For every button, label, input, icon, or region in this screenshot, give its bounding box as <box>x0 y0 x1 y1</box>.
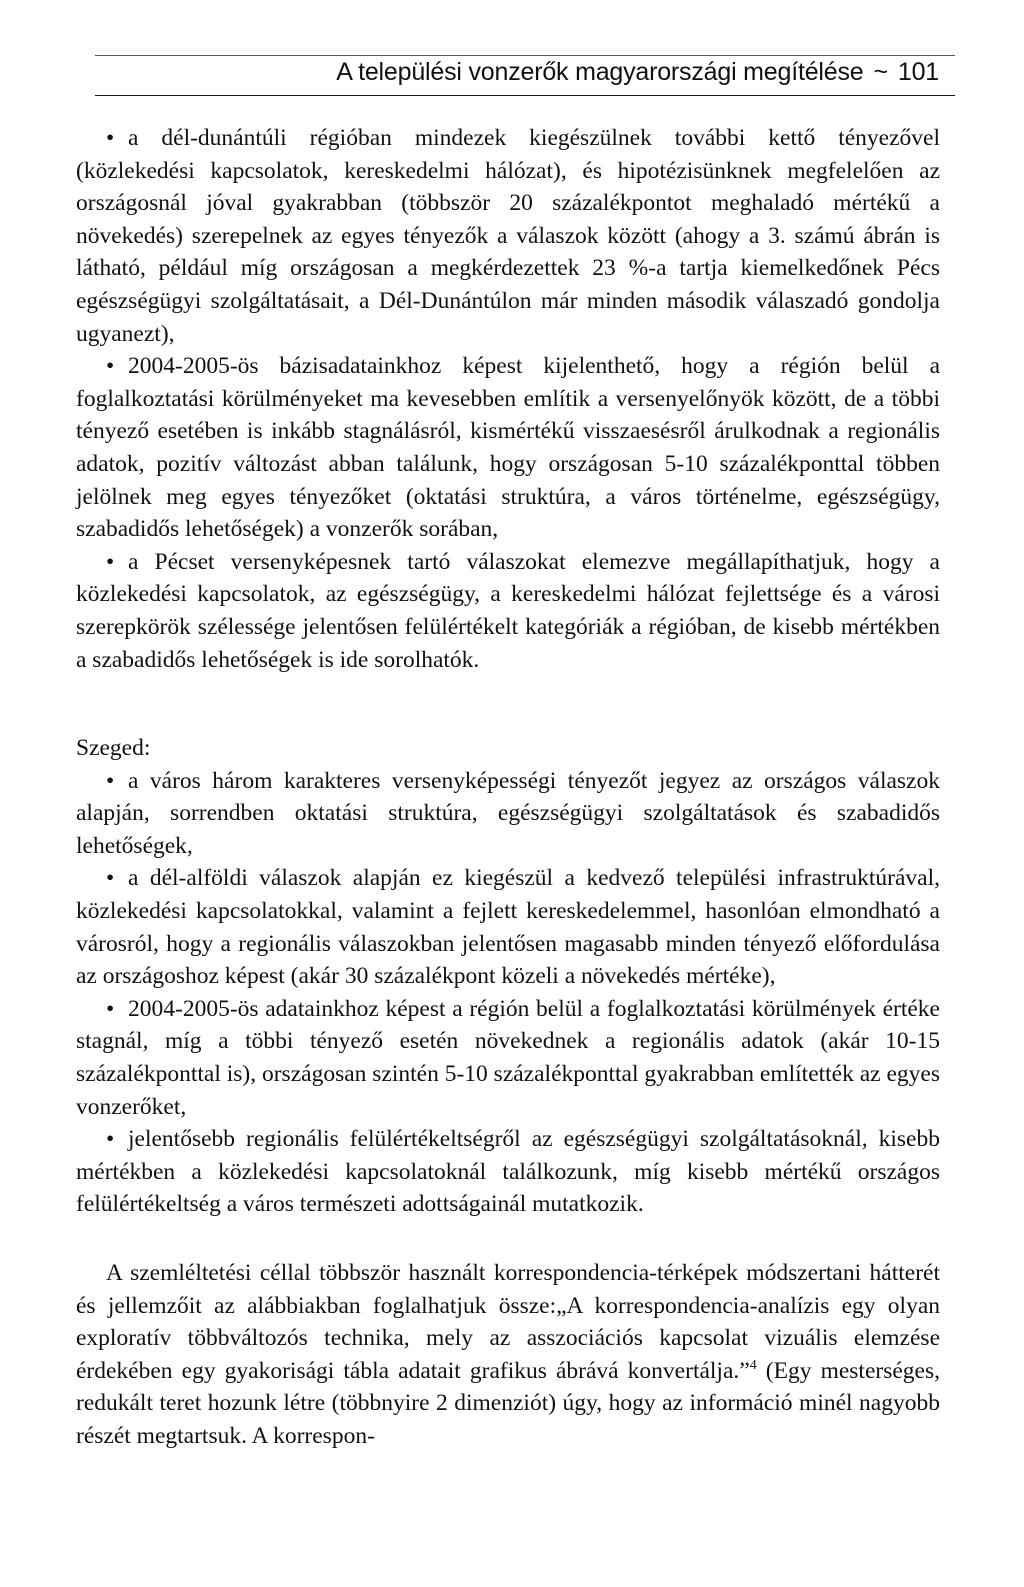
closing-paragraph-part2: (Egy mesterséges, redukált teret hozunk létre (többnyire 2 dimenziót) úgy, hogy az információ minél nagyobb részét megtartsuk. A korrespon- <box>76 1357 940 1449</box>
running-title: A települési vonzerők magyarországi megítélése <box>336 58 864 86</box>
footnote-reference[interactable]: 4 <box>749 1357 757 1373</box>
list-item: • a dél-dunántúli régióban mindezek kiegészülnek további kettő tényezővel (közlekedési kapcsolatok, kereskedelmi hálózat), és hipotézisünknek megfelelően az országosnál jóval gyakrabban (többször 20 százalékpontot meghaladó mértékű a növekedés) szerepelnek az egyes tényezők a válaszok között (ahogy a 3. számú ábrán is látható, például míg országosan a megkérdezettek 23 %-a tartja kiemelkedőnek Pécs egészségügyi szolgáltatásait, a Dél-Dunántúlon már minden második válaszadó gondolja ugyanezt), <box>76 122 940 350</box>
list-item: • 2004-2005-ös adatainkhoz képest a régión belül a foglalkoztatási körülmények értéke stagnál, míg a többi tényező esetén növekednek a regionális adatok (akár 10-15 százalékponttal is), országosan szintén 5-10 százalékponttal gyakrabban említették az egyes vonzerőket, <box>76 993 940 1123</box>
header-rule-top <box>95 55 955 56</box>
page-number: 101 <box>897 58 939 86</box>
header-rule <box>95 95 955 96</box>
list-item: • a Pécset versenyképesnek tartó válaszokat elemezve megállapíthatjuk, hogy a közlekedési kapcsolatok, az egészségügy, a kereskedelmi hálózat fejlettsége és a városi szerepkörök szélessége jelentősen felülértékelt kategóriák a régióban, de kisebb mértékben a szabadidős lehetőségek is ide sorolhatók. <box>76 546 940 676</box>
list-item: • a város három karakteres versenyképességi tényezőt jegyez az országos válaszok alapján, sorrendben oktatási struktúra, egészségügyi szolgáltatások és szabadidős lehetőségek, <box>76 765 940 863</box>
closing-paragraph <box>76 1257 940 1453</box>
closing-paragraph-part1: A szemléltetési céllal többször használt korrespondencia-térképek módszertani hátterét és jellemzőit az alábbiakban foglalhatjuk össze:„A korrespondencia-analízis egy olyan exploratív többváltozós technika, mely az asszociációs kapcsolat vizuális elemzése érdekében egy gyakorisági tábla adatait grafikus ábrává konvertálja.” <box>76 1260 940 1384</box>
page-body <box>76 122 940 1453</box>
list-item: • 2004-2005-ös bázisadatainkhoz képest kijelenthető, hogy a régión belül a foglalkoztatási körülményeket ma kevesebben említik a versenyelőnyök között, de a többi tényező esetében is inkább stagnálásról, kismértékű visszaesésről árulkodnak a regionális adatok, pozitív változást abban találunk, hogy országosan 5-10 százalékponttal többen jelölnek meg egyes tényezőket (oktatási struktúra, a város történelme, egészségügy, szabadidős lehetőségek) a vonzerők sorában, <box>76 350 940 546</box>
list-item: • jelentősebb regionális felülértékeltségről az egészségügyi szolgáltatásoknál, kisebb mértékben a közlekedési kapcsolatoknál találkozunk, míg kisebb mértékű országos felülértékeltség a város természeti adottságainál mutatkozik. <box>76 1123 940 1221</box>
running-head <box>336 58 939 87</box>
section-heading-szeged: Szeged: <box>76 735 151 762</box>
list-item: • a dél-alföldi válaszok alapján ez kiegészül a kedvező települési infrastruktúrával, közlekedési kapcsolatokkal, valamint a fejlett kereskedelemmel, hasonlóan elmondható a városról, hogy a regionális válaszokban jelentősen magasabb minden tényező előfordulása az országoshoz képest (akár 30 százalékpont közeli a növekedés mértéke), <box>76 862 940 992</box>
running-head-separator: ~ <box>873 58 888 86</box>
